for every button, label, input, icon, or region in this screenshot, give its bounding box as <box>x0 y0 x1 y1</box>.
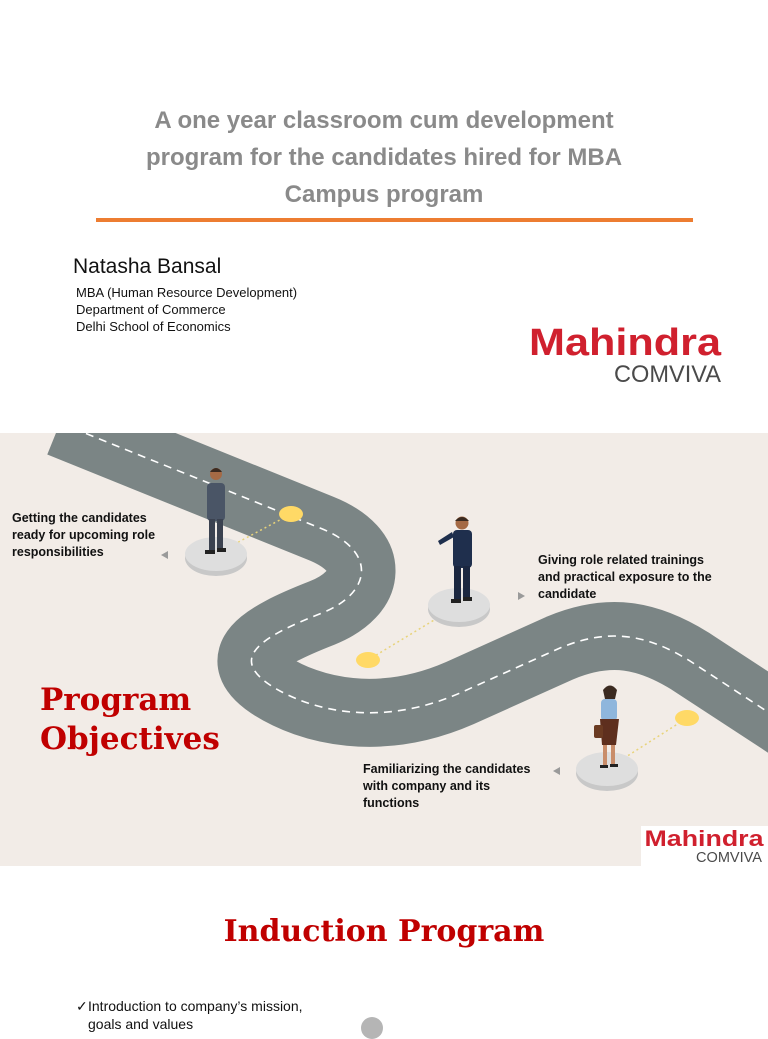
induction-slide <box>0 866 768 1032</box>
pointer-arrow-2 <box>518 592 525 600</box>
bullet-item <box>76 997 303 1033</box>
objective-1-line: Getting the candidates <box>12 511 147 525</box>
objective-3-line: with company and its <box>363 779 491 793</box>
milestone-marker <box>356 652 380 668</box>
bullet-line: goals and values <box>88 1016 194 1032</box>
objective-3-line: functions <box>363 796 420 810</box>
main-title-line: Campus program <box>284 181 484 208</box>
main-title-line: A one year classroom cum development <box>154 107 614 134</box>
heading-line: Objectives <box>40 721 220 757</box>
logo-brand-text: Mahindra <box>529 322 722 364</box>
author-details <box>76 284 297 335</box>
timeline-dot <box>361 1017 383 1039</box>
author-degree: MBA (Human Resource Development) <box>76 285 298 300</box>
objective-3-line: Familiarizing the candidates <box>363 762 531 776</box>
objective-1-line: responsibilities <box>12 545 104 559</box>
mahindra-comviva-logo <box>527 322 723 384</box>
logo-sub-text: COMVIVA <box>696 849 762 866</box>
main-title <box>110 102 658 213</box>
checkmark-icon: ✓ <box>76 998 88 1014</box>
pedestal-top <box>185 537 247 571</box>
objective-1-line: ready for upcoming role <box>12 528 156 542</box>
objective-2-line: candidate <box>538 587 597 601</box>
pointer-arrow-1 <box>161 551 168 559</box>
logo-sub-text: COMVIVA <box>614 361 721 384</box>
pointer-arrow-3 <box>553 767 560 775</box>
mahindra-comviva-logo-small <box>641 826 768 866</box>
objective-2-line: and practical exposure to the <box>538 570 712 584</box>
author-department: Department of Commerce <box>76 302 226 317</box>
person-figure-2 <box>438 517 472 604</box>
logo-brand-text: Mahindra <box>644 826 765 851</box>
objective-2 <box>538 552 712 603</box>
milestone-marker <box>675 710 699 726</box>
induction-program-heading: Induction Program <box>223 914 545 949</box>
heading-line: Program <box>40 682 192 718</box>
objectives-slide <box>0 433 768 866</box>
title-slide <box>0 0 768 433</box>
bullet-line: Introduction to company’s mission, <box>88 998 303 1014</box>
program-objectives-heading <box>40 681 220 759</box>
milestone-marker <box>279 506 303 522</box>
title-underline <box>96 218 693 222</box>
author-name: Natasha Bansal <box>73 255 222 278</box>
main-title-line: program for the candidates hired for MBA <box>145 144 623 171</box>
objective-1 <box>12 510 155 561</box>
objective-2-line: Giving role related trainings <box>538 553 705 567</box>
author-school: Delhi School of Economics <box>76 319 231 334</box>
objective-3 <box>363 761 530 812</box>
